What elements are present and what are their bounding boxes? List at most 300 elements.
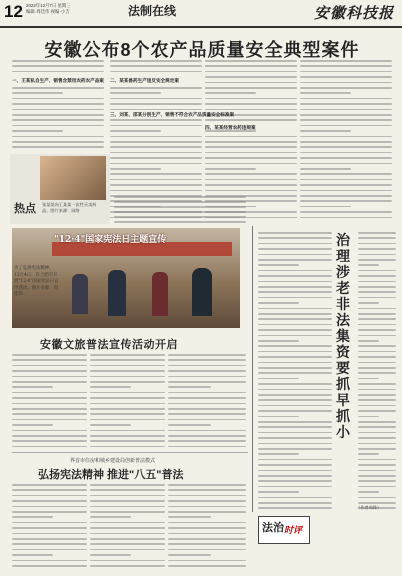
text-line <box>12 103 104 105</box>
text-line <box>90 554 131 556</box>
text-line <box>258 421 332 423</box>
text-line <box>258 480 332 482</box>
text-line <box>358 497 396 499</box>
text-line <box>258 237 332 239</box>
text-line <box>205 152 297 154</box>
text-line <box>300 130 351 132</box>
commentary-vertical-title: 治理涉老非法集资要抓早抓小 <box>336 232 350 440</box>
brand-main: 法治 <box>262 522 284 534</box>
text-line <box>258 389 332 391</box>
text-line <box>110 65 202 67</box>
text-line <box>358 372 396 374</box>
text-line <box>258 329 332 331</box>
text-line <box>258 399 332 401</box>
text-line <box>168 516 211 518</box>
text-line <box>90 430 165 432</box>
text-line <box>358 237 396 239</box>
text-line <box>114 196 246 198</box>
text-line <box>300 190 392 192</box>
text-line <box>300 98 392 100</box>
text-line <box>205 71 297 73</box>
text-line <box>300 163 392 165</box>
text-line <box>258 367 332 369</box>
text-line <box>168 381 246 383</box>
text-line <box>90 533 165 535</box>
main-headline: 安徽公布8个农产品质量安全典型案件 <box>44 40 360 60</box>
text-line <box>205 179 297 181</box>
text-line <box>12 484 87 486</box>
text-line <box>12 413 87 415</box>
photo-overlay-title: "12·4"国家宪法日主题宣传 <box>54 235 167 245</box>
text-line <box>110 60 202 62</box>
text-line <box>168 495 246 497</box>
text-line <box>12 549 87 551</box>
text-line <box>90 408 165 410</box>
text-line <box>12 500 87 502</box>
text-line <box>12 359 87 361</box>
text-line <box>114 211 246 213</box>
text-line <box>110 130 161 132</box>
text-line <box>358 329 396 331</box>
text-line <box>205 146 297 148</box>
text-line <box>90 560 165 562</box>
text-line <box>90 489 165 491</box>
text-line <box>90 484 165 486</box>
text-line <box>358 389 396 391</box>
text-line <box>168 549 246 551</box>
text-line <box>300 136 392 138</box>
section-title: 法制在线 <box>128 4 177 18</box>
text-line <box>258 507 332 509</box>
photo-caption: 为了弘扬宪法精神，12月4日，在合肥市开展"12·4"国家宪法日宣传活动。图片来源：周佳伟 <box>14 266 59 297</box>
text-line <box>300 119 392 121</box>
text-line <box>358 421 396 423</box>
text-line <box>110 119 202 121</box>
text-line <box>258 254 332 256</box>
text-line <box>358 232 396 234</box>
text-line <box>300 65 392 67</box>
text-line <box>358 416 379 418</box>
text-line <box>110 179 202 181</box>
text-line <box>168 543 246 545</box>
text-line <box>300 211 392 213</box>
text-line <box>110 157 202 159</box>
text-line <box>205 173 297 175</box>
issue-editors: 编辑·周佳伟 视编·小吉 <box>26 9 70 14</box>
text-line <box>90 419 165 421</box>
text-line <box>12 381 87 383</box>
text-line <box>12 554 53 556</box>
text-line <box>90 495 165 497</box>
text-line <box>358 264 379 266</box>
text-line <box>110 141 202 143</box>
text-line <box>358 491 379 493</box>
text-line <box>358 399 396 401</box>
story2-headline: 安徽文旅普法宣传活动开启 <box>40 339 178 351</box>
text-line <box>12 430 87 432</box>
text-line <box>258 281 332 283</box>
text-line <box>12 109 104 111</box>
text-line <box>168 565 246 567</box>
text-line <box>258 335 332 337</box>
text-line <box>358 308 396 310</box>
text-line <box>114 201 246 203</box>
text-line <box>300 87 392 89</box>
text-line <box>12 119 104 121</box>
text-line <box>110 146 202 148</box>
text-line <box>110 125 202 127</box>
text-line <box>12 146 104 148</box>
text-line <box>258 302 299 304</box>
text-line <box>300 146 392 148</box>
text-line <box>258 443 332 445</box>
text-line <box>358 248 396 250</box>
text-line <box>12 65 104 67</box>
text-line <box>205 87 297 89</box>
text-line <box>258 383 332 385</box>
text-line <box>168 440 246 442</box>
text-line <box>358 345 396 347</box>
text-line <box>12 376 87 378</box>
text-line <box>258 502 332 504</box>
text-line <box>90 381 165 383</box>
text-line <box>358 475 396 477</box>
text-line <box>258 264 299 266</box>
text-line <box>168 419 246 421</box>
text-line <box>258 372 332 374</box>
text-line <box>205 184 297 186</box>
text-line <box>358 259 396 261</box>
text-line <box>300 195 392 197</box>
text-line <box>300 109 392 111</box>
text-line <box>12 141 104 143</box>
text-line <box>300 76 392 78</box>
text-line <box>300 114 392 116</box>
text-line <box>168 533 246 535</box>
text-line <box>258 470 332 472</box>
text-line <box>110 190 202 192</box>
text-line <box>258 356 332 358</box>
text-line <box>358 286 396 288</box>
hot-photo <box>40 156 106 200</box>
text-line <box>300 217 392 219</box>
text-line <box>358 291 396 293</box>
text-line <box>12 386 53 388</box>
text-line <box>12 397 87 399</box>
text-line <box>300 173 392 175</box>
text-line <box>258 291 332 293</box>
text-line <box>12 435 87 437</box>
text-line <box>168 527 246 529</box>
text-line <box>358 443 396 445</box>
text-line <box>258 345 332 347</box>
text-line <box>358 464 396 466</box>
text-line <box>12 543 87 545</box>
text-line <box>90 516 131 518</box>
text-line <box>205 141 297 143</box>
text-line <box>90 392 165 394</box>
text-line <box>258 308 332 310</box>
text-line <box>12 392 87 394</box>
issue-meta <box>26 3 71 15</box>
text-line <box>114 216 246 218</box>
text-line <box>12 92 63 94</box>
text-line <box>300 82 392 84</box>
text-line <box>12 511 87 513</box>
text-line <box>168 424 211 426</box>
text-line <box>205 136 297 138</box>
story3-headline: 弘扬宪法精神 推进"八五"普法 <box>38 469 184 481</box>
text-line <box>358 356 396 358</box>
text-line <box>358 318 396 320</box>
text-line <box>358 437 396 439</box>
text-line <box>90 549 165 551</box>
hot-caption: 张某某向王某某一次性买卖药品。图片来源：网络 <box>42 202 97 213</box>
text-line <box>300 103 392 105</box>
brand-sub: 时评 <box>284 526 303 536</box>
text-line <box>258 475 332 477</box>
text-line <box>90 435 165 437</box>
text-line <box>90 354 165 356</box>
masthead: 安徽科技报 <box>313 4 394 22</box>
text-line <box>110 184 202 186</box>
text-line <box>358 362 396 364</box>
text-line <box>358 502 396 504</box>
page-number: 12 <box>4 2 23 21</box>
text-line <box>12 516 53 518</box>
text-line <box>358 448 396 450</box>
text-line <box>168 522 246 524</box>
text-line <box>358 480 396 482</box>
text-line <box>90 365 165 367</box>
text-line <box>12 60 104 62</box>
text-line <box>358 470 396 472</box>
text-line <box>258 491 299 493</box>
text-line <box>12 440 87 442</box>
text-line <box>205 76 297 78</box>
text-line <box>258 340 299 342</box>
text-line <box>168 359 246 361</box>
text-line <box>90 424 131 426</box>
text-line <box>12 560 87 562</box>
text-line <box>110 152 202 154</box>
text-line <box>90 565 165 567</box>
text-line <box>300 184 392 186</box>
text-line <box>300 152 392 154</box>
text-line <box>168 506 246 508</box>
subhead-2: 二、某某兽药生产违反安全规定案 <box>110 79 179 84</box>
subhead-4: 四、某某经营农药违规案 <box>205 126 256 131</box>
text-line <box>258 394 332 396</box>
text-line <box>12 408 87 410</box>
text-line <box>12 136 104 138</box>
text-line <box>168 397 246 399</box>
text-line <box>205 157 297 159</box>
text-line <box>12 365 87 367</box>
text-line <box>12 424 53 426</box>
text-line <box>168 430 246 432</box>
text-line <box>358 383 396 385</box>
text-line <box>110 92 161 94</box>
text-line <box>300 125 392 127</box>
text-line <box>168 554 211 556</box>
text-line <box>358 254 396 256</box>
text-line <box>90 446 165 448</box>
text-line <box>90 397 165 399</box>
byline: （作者周锋） <box>356 505 382 510</box>
text-line <box>168 413 246 415</box>
text-line <box>12 354 87 356</box>
text-line <box>358 410 396 412</box>
text-line <box>12 403 87 405</box>
text-line <box>300 168 351 170</box>
text-line <box>168 484 246 486</box>
text-line <box>358 281 396 283</box>
text-line <box>12 130 63 132</box>
text-line <box>168 560 246 562</box>
text-line <box>12 87 104 89</box>
story3-kicker: 界首市住房和城乡建设局创新普法模式 <box>70 458 156 464</box>
text-line <box>168 403 246 405</box>
text-line <box>358 426 396 428</box>
text-line <box>114 221 246 223</box>
divider <box>12 452 248 453</box>
text-line <box>12 489 87 491</box>
text-line <box>110 103 202 105</box>
text-line <box>358 313 396 315</box>
text-line <box>110 173 202 175</box>
text-line <box>110 136 202 138</box>
text-line <box>205 103 297 105</box>
text-line <box>258 232 332 234</box>
text-line <box>12 533 87 535</box>
text-line <box>12 71 104 73</box>
text-line <box>12 446 87 448</box>
text-line <box>358 275 396 277</box>
text-line <box>205 190 297 192</box>
text-line <box>205 98 297 100</box>
text-line <box>90 413 165 415</box>
text-line <box>358 335 396 337</box>
subhead-3: 三、刘某、邵某分别生产、销售不符合农产品质量安全标准案 <box>110 113 235 118</box>
text-line <box>258 318 332 320</box>
text-line <box>358 453 379 455</box>
text-line <box>12 506 87 508</box>
text-line <box>258 259 332 261</box>
text-line <box>90 386 131 388</box>
text-line <box>205 119 297 121</box>
text-line <box>168 489 246 491</box>
text-line <box>90 370 165 372</box>
text-line <box>110 168 161 170</box>
text-line <box>258 497 332 499</box>
text-line <box>205 82 297 84</box>
text-line <box>205 109 297 111</box>
text-line <box>90 527 165 529</box>
text-line <box>90 440 165 442</box>
text-line <box>12 98 104 100</box>
text-line <box>12 522 87 524</box>
text-line <box>168 376 246 378</box>
text-line <box>168 435 246 437</box>
text-line <box>205 65 297 67</box>
text-line <box>90 500 165 502</box>
text-line <box>168 370 246 372</box>
text-line <box>300 60 392 62</box>
text-line <box>258 362 332 364</box>
text-line <box>90 506 165 508</box>
text-line <box>168 354 246 356</box>
text-line <box>300 92 351 94</box>
text-line <box>358 367 396 369</box>
text-line <box>12 370 87 372</box>
text-line <box>300 141 392 143</box>
text-line <box>168 392 246 394</box>
text-line <box>205 60 297 62</box>
text-line <box>258 410 332 412</box>
text-line <box>300 179 392 181</box>
text-line <box>90 359 165 361</box>
text-line <box>12 495 87 497</box>
text-line <box>12 527 87 529</box>
text-line <box>258 248 332 250</box>
text-line <box>300 71 392 73</box>
text-line <box>110 98 202 100</box>
text-line <box>12 419 87 421</box>
text-line <box>258 416 299 418</box>
text-line <box>12 565 87 567</box>
text-line <box>358 302 379 304</box>
text-line <box>90 538 165 540</box>
text-line <box>90 511 165 513</box>
text-line <box>205 168 256 170</box>
text-line <box>258 437 332 439</box>
text-line <box>12 125 104 127</box>
text-line <box>168 500 246 502</box>
text-line <box>110 109 202 111</box>
text-line <box>110 163 202 165</box>
text-line <box>300 200 392 202</box>
text-line <box>90 403 165 405</box>
text-line <box>300 206 351 208</box>
text-line <box>168 365 246 367</box>
subhead-1: 一、王某私自生产、销售含禁用农药农产品案 <box>12 79 104 84</box>
text-line <box>300 157 392 159</box>
text-line <box>12 114 104 116</box>
text-line <box>168 446 246 448</box>
text-line <box>258 426 332 428</box>
text-line <box>258 313 332 315</box>
text-line <box>258 448 332 450</box>
text-line <box>90 543 165 545</box>
text-line <box>110 87 202 89</box>
text-line <box>205 163 297 165</box>
text-line <box>205 92 256 94</box>
text-line <box>258 464 332 466</box>
hot-label: 热点 <box>14 203 36 215</box>
text-line <box>90 376 165 378</box>
text-line <box>90 522 165 524</box>
text-line <box>358 340 379 342</box>
text-line <box>358 394 396 396</box>
text-line <box>114 206 246 208</box>
text-line <box>258 286 332 288</box>
text-line <box>168 386 211 388</box>
text-line <box>168 408 246 410</box>
text-line <box>168 538 246 540</box>
text-line <box>258 453 299 455</box>
text-line <box>168 511 246 513</box>
